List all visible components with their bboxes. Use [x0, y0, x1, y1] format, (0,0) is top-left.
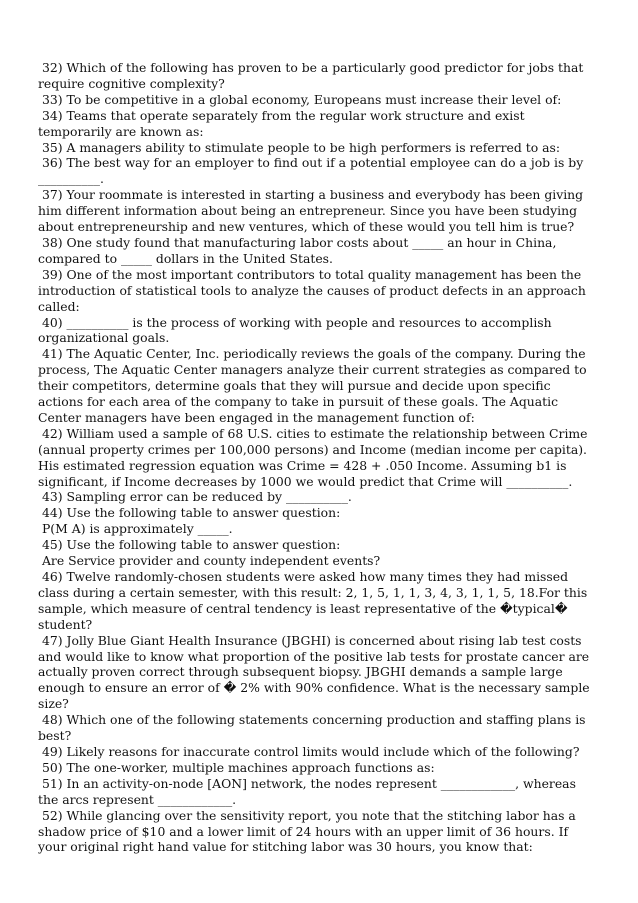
question-47 [38, 633, 598, 713]
question-text: A managers ability to stimulate people to be high performers is referred to as: [66, 139, 561, 155]
question-40 [38, 315, 598, 347]
question-text: Are Service provider and county independent events? [41, 553, 381, 569]
question-number: 48) [41, 712, 63, 728]
question-39 [38, 267, 598, 315]
question-text: Use the following table to answer question: [66, 537, 341, 553]
question-number: 46) [41, 569, 63, 584]
question-number: 52) [41, 807, 63, 823]
question-text: To be competitive in a global economy, Europeans must increase their level of: [66, 91, 562, 107]
question-number: 37) [41, 187, 63, 203]
question-text: Use the following table to answer question: [66, 505, 341, 521]
question-44-subtext [38, 521, 598, 537]
question-50 [38, 760, 598, 776]
question-44 [38, 505, 598, 521]
question-number: 40) [41, 314, 63, 330]
question-36 [38, 155, 598, 187]
question-41 [38, 346, 598, 426]
question-37 [38, 187, 598, 235]
question-number: 43) [41, 489, 63, 505]
document-body [38, 60, 598, 855]
question-number: 49) [41, 743, 63, 759]
question-text: The best way for an employer to find out if a potential employee can do a job is by __________. [38, 155, 584, 187]
question-number: 33) [41, 91, 63, 107]
question-text: P(M A) is approximately _____. [41, 521, 233, 537]
question-text: While glancing over the sensitivity report, you note that the stitching labor has a shadow price of $10 and a lower limit of 24 hours with an upper limit of 36 hours. If your original right hand value for stitching labor was 30 hours, you know that: [38, 807, 576, 855]
question-34 [38, 108, 598, 140]
question-text: Jolly Blue Giant Health Insurance (JBGHI) is concerned about rising lab test costs and would like to know what proportion of the positive lab tests for prostate cancer are actually proven correct through subsequent biopsy. JBGHI demands a sample large enough to ensure an error of � 2% with 90% confidence. What is the necessary sample size? [38, 632, 590, 712]
question-number: 32) [41, 60, 63, 75]
question-number: 35) [41, 139, 63, 155]
question-text: Likely reasons for inaccurate control limits would include which of the following? [66, 743, 580, 759]
question-49 [38, 744, 598, 760]
question-number: 34) [41, 107, 63, 123]
question-number: 39) [41, 266, 63, 282]
question-text: William used a sample of 68 U.S. cities to estimate the relationship between Crime (annual property crimes per 100,000 persons) and Income (median income per capita). His estimated regression equation was Crime = 428 + .050 Income. Assuming b1 is significant, if Income decreases by 1000 we would predict that Crime will __________. [38, 425, 588, 489]
question-text: Twelve randomly-chosen students were asked how many times they had missed class during a certain semester, with this result: 2, 1, 5, 1, 1, 3, 4, 3, 1, 1, 5, 18.For this sample, which measure of central tendency is least representative of the �typical� student? [38, 569, 588, 632]
question-text: One of the most important contributors to total quality management has been the introduction of statistical tools to analyze the causes of product defects in an approach called: [38, 266, 586, 314]
question-33 [38, 92, 598, 108]
question-number: 51) [41, 775, 63, 791]
question-text: Teams that operate separately from the regular work structure and exist temporarily are known as: [38, 107, 525, 139]
question-48 [38, 712, 598, 744]
question-46 [38, 569, 598, 633]
question-text: One study found that manufacturing labor costs about _____ an hour in China, compared to _____ dollars in the United States. [38, 234, 557, 266]
question-text: Which of the following has proven to be a particularly good predictor for jobs that require cognitive complexity? [38, 60, 584, 91]
question-number: 41) [41, 346, 63, 362]
question-38 [38, 235, 598, 267]
question-number: 44) [41, 505, 63, 521]
question-number: 38) [41, 234, 63, 250]
question-42 [38, 426, 598, 490]
question-number: 50) [41, 759, 63, 775]
question-52 [38, 808, 598, 856]
question-text: __________ is the process of working with people and resources to accomplish organizational goals. [38, 314, 552, 346]
question-number: 47) [41, 632, 63, 648]
question-number: 36) [41, 155, 63, 171]
question-43 [38, 489, 598, 505]
question-number: 42) [41, 425, 63, 441]
question-text: The Aquatic Center, Inc. periodically reviews the goals of the company. During the process, The Aquatic Center managers analyze their current strategies as compared to their competitors, determine goals that they will pursue and decide upon specific actions for each area of the company to take in pursuit of these goals. The Aquatic Center managers have been engaged in the management function of: [38, 346, 587, 425]
question-text: The one-worker, multiple machines approach functions as: [66, 759, 435, 775]
question-text: Your roommate is interested in starting a business and everybody has been giving him different information about being an entrepreneur. Since you have been studying about entrepreneurship and new ventures, which of these would you tell him is true? [38, 187, 584, 235]
question-text: Which one of the following statements concerning production and staffing plans is best? [38, 712, 586, 744]
question-number: 45) [41, 537, 63, 553]
question-text: Sampling error can be reduced by __________. [66, 489, 352, 505]
question-35 [38, 140, 598, 156]
question-45-subtext [38, 553, 598, 569]
question-text: In an activity-on-node [AON] network, the nodes represent ____________, whereas the arcs represent ____________. [38, 775, 576, 807]
question-45 [38, 537, 598, 553]
question-51 [38, 776, 598, 808]
question-32 [38, 60, 598, 92]
